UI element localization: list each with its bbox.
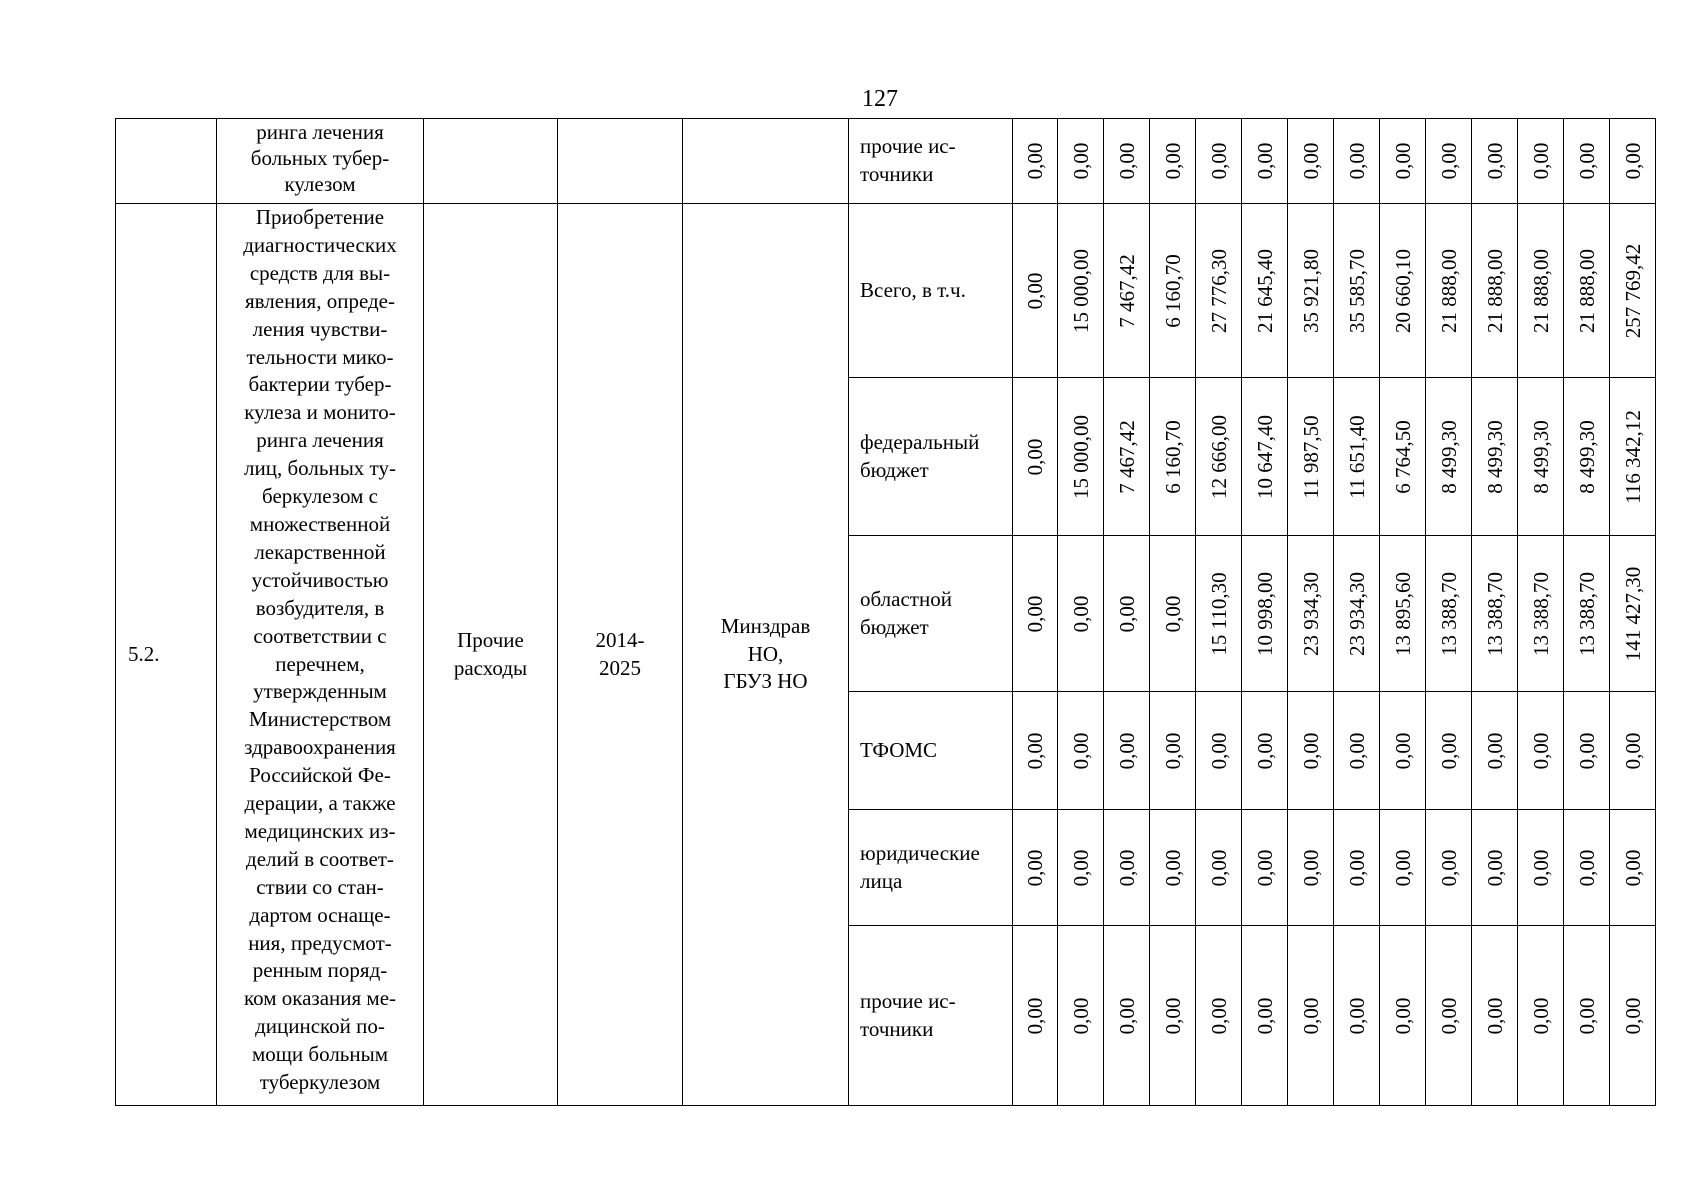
period-cell xyxy=(558,204,683,1106)
value-text: 7 467,42 xyxy=(1114,253,1139,328)
text-line: множественной xyxy=(249,511,391,536)
value-cell xyxy=(1013,810,1058,926)
text-line: соответствии с xyxy=(253,623,387,648)
value-cell xyxy=(1334,119,1380,204)
value-cell xyxy=(1518,926,1564,1106)
value-text: 11 987,50 xyxy=(1298,414,1323,499)
value-cell xyxy=(1242,692,1288,810)
value-text: 141 427,30 xyxy=(1620,566,1645,661)
value-text: 0,00 xyxy=(1068,142,1093,180)
value-cell xyxy=(1472,926,1518,1106)
value-cell xyxy=(1334,926,1380,1106)
value-cell xyxy=(1334,378,1380,536)
text-line: здравоохранения xyxy=(244,735,396,760)
text-line: лиц, больных ту- xyxy=(244,456,396,481)
value-text: 8 499,30 xyxy=(1436,419,1461,494)
value-cell xyxy=(1426,204,1472,378)
value-cell xyxy=(1196,204,1242,378)
value-cell xyxy=(1472,119,1518,204)
value-text: 8 499,30 xyxy=(1574,419,1599,494)
value-cell xyxy=(1334,204,1380,378)
value-text: 0,00 xyxy=(1528,732,1553,769)
text-line: бактерии тубер- xyxy=(248,372,392,397)
text-line: ГБУЗ НО xyxy=(723,669,808,694)
value-cell xyxy=(1104,204,1150,378)
value-cell xyxy=(1564,692,1610,810)
value-cell xyxy=(1150,378,1196,536)
text-line: областной xyxy=(860,586,952,611)
value-cell xyxy=(1564,204,1610,378)
value-text: 0,00 xyxy=(1344,849,1369,886)
value-cell xyxy=(1288,378,1334,536)
text-line: средств для вы- xyxy=(249,260,391,285)
text-line: Приобретение xyxy=(255,205,385,229)
value-cell xyxy=(1104,810,1150,926)
text-line: явления, опреде- xyxy=(244,288,395,313)
source-cell xyxy=(849,119,1013,204)
value-cell xyxy=(1242,378,1288,536)
text-line: дерации, а также xyxy=(244,791,396,816)
value-text: 10 647,40 xyxy=(1252,414,1277,499)
value-text: 6 160,70 xyxy=(1160,419,1185,494)
value-text: 35 921,80 xyxy=(1298,248,1323,333)
value-cell xyxy=(1518,119,1564,204)
text-line: туберкулезом xyxy=(259,1070,381,1095)
value-text: 15 110,30 xyxy=(1206,571,1231,656)
value-text: 0,00 xyxy=(1482,849,1507,886)
value-cell xyxy=(1196,119,1242,204)
value-text: 21 645,40 xyxy=(1252,248,1277,333)
period-cell xyxy=(558,119,683,204)
text-line: 2025 xyxy=(599,655,641,680)
value-text: 13 388,70 xyxy=(1528,571,1553,656)
value-cell xyxy=(1610,378,1656,536)
text-line: Министерством xyxy=(248,707,392,732)
value-cell xyxy=(1288,692,1334,810)
value-text: 0,00 xyxy=(1482,732,1507,769)
text-line: 2014- xyxy=(595,627,645,652)
value-text: 0,00 xyxy=(1574,849,1599,886)
value-text: 0,00 xyxy=(1114,595,1139,632)
code-cell xyxy=(116,119,217,204)
value-cell xyxy=(1518,204,1564,378)
text-line: юридические xyxy=(860,840,980,865)
value-cell xyxy=(1242,926,1288,1106)
value-text: 20 660,10 xyxy=(1390,248,1415,333)
value-cell xyxy=(1426,119,1472,204)
code-cell: 5.2. xyxy=(116,204,217,1106)
value-cell xyxy=(1610,204,1656,378)
value-cell xyxy=(1013,204,1058,378)
value-cell xyxy=(1610,536,1656,692)
value-cell xyxy=(1242,204,1288,378)
text-line: ления чувстви- xyxy=(252,316,388,341)
value-text: 0,00 xyxy=(1390,849,1415,886)
value-cell xyxy=(1610,692,1656,810)
text-line: кулезом xyxy=(284,172,356,196)
value-text: 0,00 xyxy=(1620,142,1645,180)
value-text: 13 895,60 xyxy=(1390,571,1415,656)
value-cell xyxy=(1058,204,1104,378)
source-cell xyxy=(849,536,1013,692)
value-cell xyxy=(1058,536,1104,692)
value-cell xyxy=(1013,926,1058,1106)
value-text: 10 998,00 xyxy=(1252,571,1277,656)
value-text: 0,00 xyxy=(1023,438,1047,475)
value-text: 0,00 xyxy=(1068,732,1093,769)
value-text: 0,00 xyxy=(1206,849,1231,886)
value-text: 0,00 xyxy=(1574,142,1599,180)
value-cell xyxy=(1380,204,1426,378)
value-cell xyxy=(1058,926,1104,1106)
value-text: 0,00 xyxy=(1206,142,1231,180)
value-cell xyxy=(1380,378,1426,536)
value-text: 0,00 xyxy=(1114,849,1139,886)
value-cell xyxy=(1104,926,1150,1106)
value-cell xyxy=(1104,378,1150,536)
description-cell xyxy=(217,119,424,204)
value-cell xyxy=(1564,378,1610,536)
value-text: 0,00 xyxy=(1252,732,1277,769)
value-cell xyxy=(1426,378,1472,536)
text-line: Минздрав xyxy=(720,613,811,638)
value-cell xyxy=(1426,926,1472,1106)
value-text: 8 499,30 xyxy=(1528,419,1553,494)
table-row-continued xyxy=(116,119,1656,204)
value-text: 0,00 xyxy=(1344,997,1369,1034)
text-line: бюджет xyxy=(860,457,929,482)
value-cell xyxy=(1150,119,1196,204)
value-text: 8 499,30 xyxy=(1482,419,1507,494)
value-cell xyxy=(1150,692,1196,810)
value-cell xyxy=(1564,119,1610,204)
value-text: 0,00 xyxy=(1160,997,1185,1034)
executor-cell xyxy=(683,204,849,1106)
source-cell xyxy=(849,378,1013,536)
value-cell xyxy=(1380,119,1426,204)
text-line: медицинских из- xyxy=(244,818,396,843)
text-line: Всего, в т.ч. xyxy=(860,277,966,302)
value-cell xyxy=(1150,810,1196,926)
text-line: диагностических xyxy=(243,232,397,257)
value-text: 0,00 xyxy=(1206,997,1231,1034)
value-text: 0,00 xyxy=(1023,732,1047,769)
type-cell xyxy=(424,119,558,204)
source-cell xyxy=(849,810,1013,926)
value-cell xyxy=(1334,692,1380,810)
value-text: 0,00 xyxy=(1206,732,1231,769)
value-text: 27 776,30 xyxy=(1206,248,1231,333)
value-cell xyxy=(1472,378,1518,536)
value-text: 0,00 xyxy=(1252,849,1277,886)
text-line: бюджет xyxy=(860,614,929,639)
value-text: 0,00 xyxy=(1252,997,1277,1034)
value-text: 0,00 xyxy=(1436,142,1461,180)
description-cell xyxy=(217,204,424,1106)
value-cell xyxy=(1058,692,1104,810)
value-cell xyxy=(1013,119,1058,204)
text-line: ринга лечения xyxy=(256,428,384,453)
value-text: 0,00 xyxy=(1574,997,1599,1034)
value-text: 23 934,30 xyxy=(1298,571,1323,656)
value-cell xyxy=(1380,536,1426,692)
value-text: 0,00 xyxy=(1068,595,1093,632)
value-text: 0,00 xyxy=(1390,997,1415,1034)
text-line: ренным поряд- xyxy=(252,958,388,983)
text-line: мощи больным xyxy=(251,1042,389,1067)
value-text: 0,00 xyxy=(1298,142,1323,180)
value-text: 21 888,00 xyxy=(1482,248,1507,333)
value-cell xyxy=(1380,810,1426,926)
value-text: 0,00 xyxy=(1482,142,1507,180)
value-cell xyxy=(1472,692,1518,810)
value-cell xyxy=(1334,810,1380,926)
value-cell xyxy=(1150,536,1196,692)
value-text: 23 934,30 xyxy=(1344,571,1369,656)
value-text: 0,00 xyxy=(1114,142,1139,180)
value-cell xyxy=(1610,926,1656,1106)
value-text: 0,00 xyxy=(1620,732,1645,769)
value-cell xyxy=(1196,692,1242,810)
value-cell xyxy=(1242,119,1288,204)
executor-cell xyxy=(683,119,849,204)
value-text: 15 000,00 xyxy=(1068,248,1093,333)
value-cell xyxy=(1472,810,1518,926)
value-text: 0,00 xyxy=(1160,732,1185,769)
value-cell xyxy=(1104,119,1150,204)
value-text: 0,00 xyxy=(1160,142,1185,180)
value-cell xyxy=(1472,204,1518,378)
value-text: 6 764,50 xyxy=(1390,419,1415,494)
value-cell xyxy=(1242,810,1288,926)
value-text: 0,00 xyxy=(1528,142,1553,180)
value-cell xyxy=(1150,204,1196,378)
text-line: федеральный xyxy=(860,429,980,454)
text-line: делий в соответ- xyxy=(246,846,394,871)
value-text: 0,00 xyxy=(1160,595,1185,632)
value-cell xyxy=(1058,378,1104,536)
value-text: 0,00 xyxy=(1390,142,1415,180)
source-cell xyxy=(849,926,1013,1106)
value-text: 0,00 xyxy=(1528,849,1553,886)
value-text: 0,00 xyxy=(1298,849,1323,886)
value-cell xyxy=(1288,926,1334,1106)
value-text: 0,00 xyxy=(1574,732,1599,769)
text-line: ком оказания ме- xyxy=(243,986,397,1011)
value-cell xyxy=(1196,536,1242,692)
value-cell xyxy=(1104,536,1150,692)
value-text: 0,00 xyxy=(1023,272,1047,309)
text-line: кулеза и монито- xyxy=(244,400,396,425)
value-text: 0,00 xyxy=(1023,849,1047,886)
value-text: 0,00 xyxy=(1160,849,1185,886)
value-text: 0,00 xyxy=(1344,142,1369,180)
text-line: перечнем, xyxy=(275,651,365,676)
value-text: 21 888,00 xyxy=(1528,248,1553,333)
text-line: ствии со стан- xyxy=(256,874,384,899)
value-text: 0,00 xyxy=(1068,997,1093,1034)
value-cell xyxy=(1426,810,1472,926)
value-text: 0,00 xyxy=(1114,732,1139,769)
value-text: 0,00 xyxy=(1620,997,1645,1034)
value-text: 0,00 xyxy=(1344,732,1369,769)
value-cell xyxy=(1564,536,1610,692)
value-text: 0,00 xyxy=(1436,732,1461,769)
page-number: 127 xyxy=(862,86,898,112)
text-line: Прочие xyxy=(457,627,524,652)
value-text: 0,00 xyxy=(1298,997,1323,1034)
value-text: 0,00 xyxy=(1620,849,1645,886)
text-line: ринга лечения xyxy=(256,120,384,144)
value-cell xyxy=(1013,378,1058,536)
value-text: 0,00 xyxy=(1023,595,1047,632)
value-cell xyxy=(1058,119,1104,204)
value-cell xyxy=(1150,926,1196,1106)
value-cell xyxy=(1196,926,1242,1106)
value-text: 21 888,00 xyxy=(1574,248,1599,333)
text-line: тельности мико- xyxy=(246,344,394,369)
text-line: лекарственной xyxy=(254,539,386,564)
value-text: 13 388,70 xyxy=(1482,571,1507,656)
value-text: 15 000,00 xyxy=(1068,414,1093,499)
value-text: 0,00 xyxy=(1023,142,1047,180)
text-line: дицинской по- xyxy=(255,1014,385,1039)
value-text: 0,00 xyxy=(1436,849,1461,886)
value-cell xyxy=(1104,692,1150,810)
value-cell xyxy=(1518,536,1564,692)
value-text: 7 467,42 xyxy=(1114,419,1139,494)
value-cell xyxy=(1288,119,1334,204)
text-line: ТФОМС xyxy=(860,737,938,762)
value-cell xyxy=(1058,810,1104,926)
text-line: лица xyxy=(860,868,903,893)
value-cell xyxy=(1196,378,1242,536)
text-line: точники xyxy=(860,162,934,186)
value-cell xyxy=(1610,810,1656,926)
value-text: 257 769,42 xyxy=(1620,243,1645,338)
value-cell xyxy=(1013,692,1058,810)
value-cell xyxy=(1610,119,1656,204)
expense-type-cell xyxy=(424,204,558,1106)
value-cell xyxy=(1518,692,1564,810)
value-text: 11 651,40 xyxy=(1344,414,1369,499)
value-text: 6 160,70 xyxy=(1160,253,1185,328)
value-cell xyxy=(1564,810,1610,926)
budget-table xyxy=(115,118,1656,1106)
value-cell xyxy=(1564,926,1610,1106)
text-line: больных тубер- xyxy=(250,146,390,170)
value-text: 21 888,00 xyxy=(1436,248,1461,333)
value-text: 0,00 xyxy=(1114,997,1139,1034)
text-line: утвержденным xyxy=(253,679,387,704)
value-cell xyxy=(1196,810,1242,926)
value-text: 0,00 xyxy=(1528,997,1553,1034)
text-line: устойчивостью xyxy=(251,567,389,592)
text-line: точники xyxy=(860,1016,934,1041)
value-cell xyxy=(1288,810,1334,926)
value-text: 12 666,00 xyxy=(1206,414,1231,499)
value-cell xyxy=(1472,536,1518,692)
value-text: 0,00 xyxy=(1390,732,1415,769)
value-text: 0,00 xyxy=(1023,997,1047,1034)
value-text: 35 585,70 xyxy=(1344,248,1369,333)
value-cell xyxy=(1288,536,1334,692)
text-line: дартом оснаще- xyxy=(249,902,391,927)
text-line: прочие ис- xyxy=(860,134,956,159)
value-text: 116 342,12 xyxy=(1620,409,1645,504)
value-text: 0,00 xyxy=(1482,997,1507,1034)
value-text: 0,00 xyxy=(1252,142,1277,180)
value-cell xyxy=(1426,536,1472,692)
text-line: ния, предусмот- xyxy=(248,930,392,955)
value-text: 13 388,70 xyxy=(1436,571,1461,656)
text-line: беркулезом с xyxy=(262,484,378,509)
value-cell xyxy=(1426,692,1472,810)
value-cell xyxy=(1518,810,1564,926)
text-line: Российской Фе- xyxy=(249,763,391,788)
value-cell xyxy=(1242,536,1288,692)
text-line: НО, xyxy=(747,641,784,666)
source-cell xyxy=(849,692,1013,810)
text-line: прочие ис- xyxy=(860,988,956,1013)
value-cell xyxy=(1380,926,1426,1106)
text-line: возбудителя, в xyxy=(255,595,385,620)
source-cell xyxy=(849,204,1013,378)
value-text: 0,00 xyxy=(1436,997,1461,1034)
text-line: расходы xyxy=(453,655,528,680)
value-text: 0,00 xyxy=(1068,849,1093,886)
value-cell xyxy=(1380,692,1426,810)
value-text: 0,00 xyxy=(1298,732,1323,769)
value-text: 13 388,70 xyxy=(1574,571,1599,656)
table-row-source xyxy=(116,204,1656,378)
value-cell xyxy=(1518,378,1564,536)
value-cell xyxy=(1288,204,1334,378)
value-cell xyxy=(1334,536,1380,692)
value-cell xyxy=(1013,536,1058,692)
